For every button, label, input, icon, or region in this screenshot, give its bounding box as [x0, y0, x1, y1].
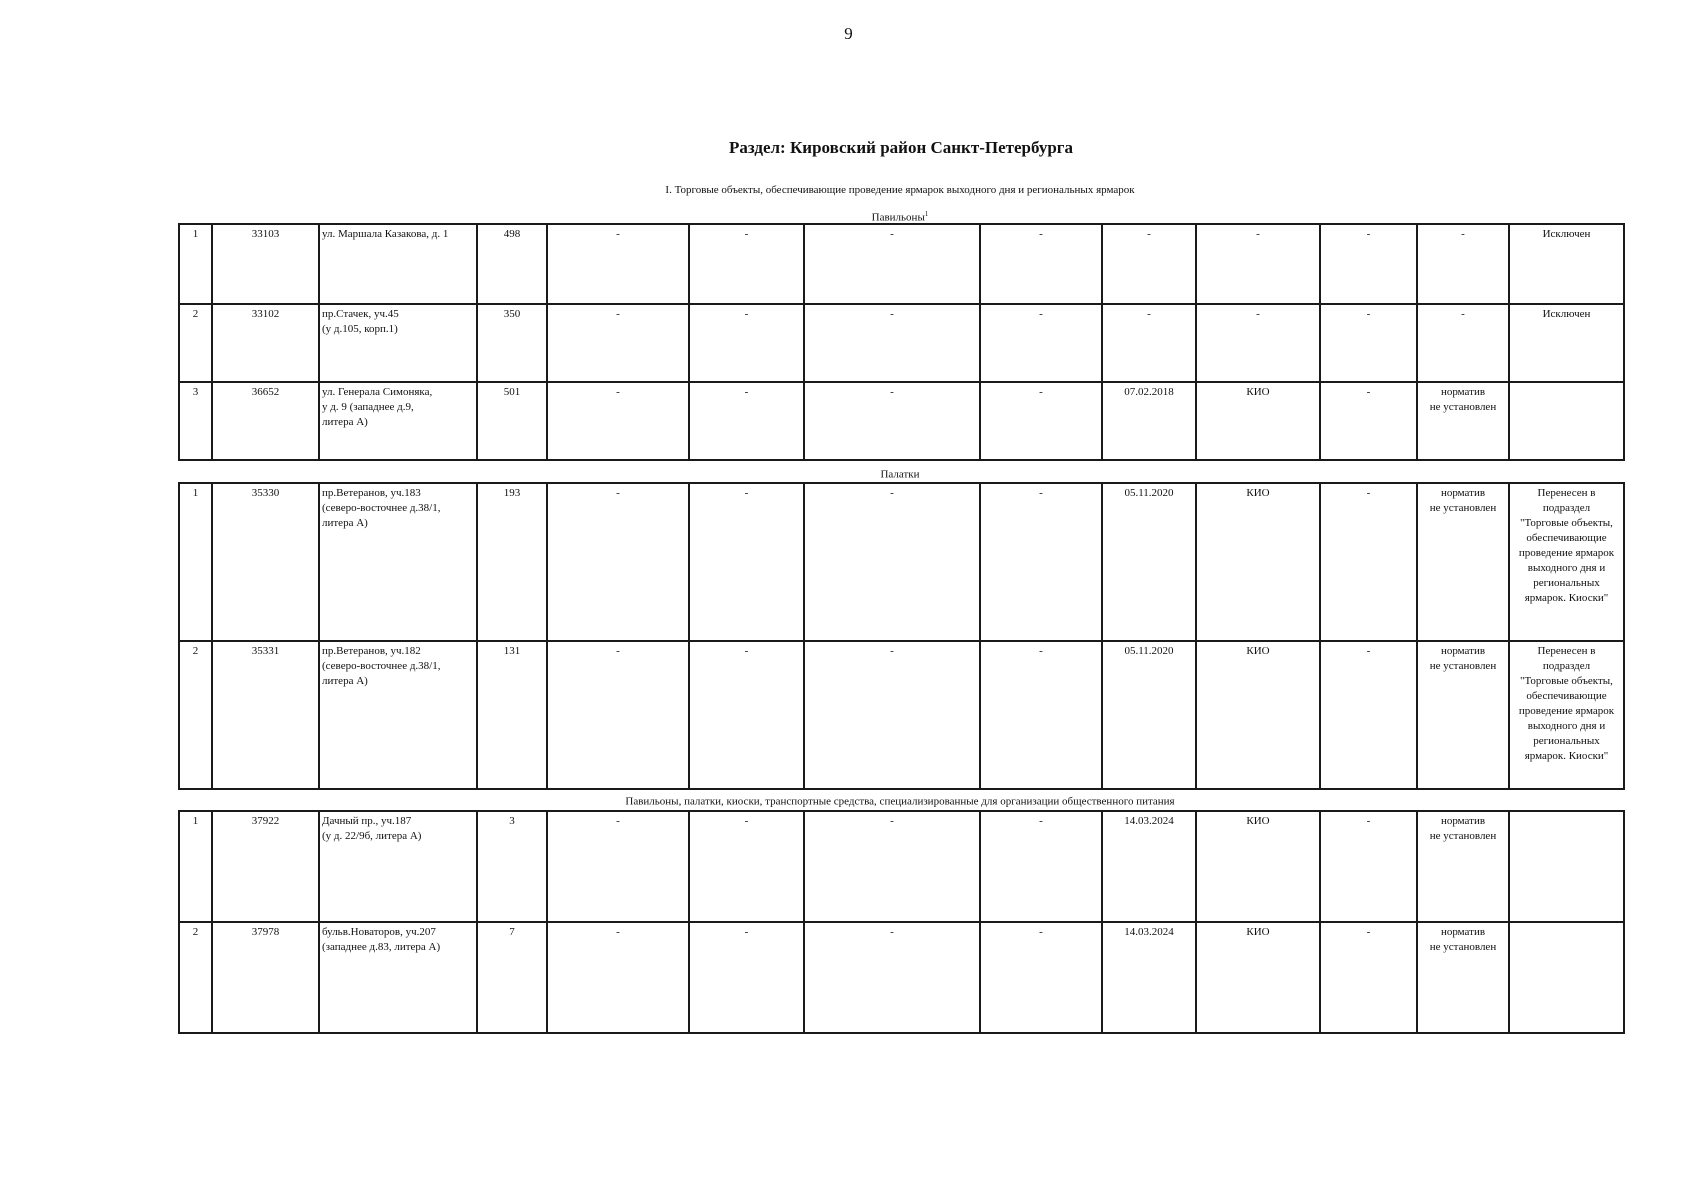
table-row	[179, 811, 1624, 922]
cell-address: пр.Ветеранов, уч.183 (северо-восточнее д.38/1, литера А)	[319, 483, 477, 641]
table-row	[179, 641, 1624, 789]
cell-object-id: 35330	[212, 483, 319, 641]
cell-col8: -	[980, 382, 1102, 460]
cell-date: -	[1102, 304, 1196, 382]
cell-col8: -	[980, 224, 1102, 304]
cell-col7: -	[804, 641, 980, 789]
cell-col6: -	[689, 382, 804, 460]
cell-number: 2	[179, 641, 212, 789]
cell-norm: норматив не установлен	[1417, 641, 1509, 789]
cell-col8: -	[980, 811, 1102, 922]
cell-col8: -	[980, 304, 1102, 382]
cell-norm: норматив не установлен	[1417, 483, 1509, 641]
group-caption-catering: Павильоны, палатки, киоски, транспортные средства, специализированные для организации общественного питания	[625, 795, 1175, 808]
cell-col11: -	[1320, 224, 1417, 304]
cell-col5: -	[547, 382, 689, 460]
cell-date: 14.03.2024	[1102, 811, 1196, 922]
cell-authority: КИО	[1196, 641, 1320, 789]
cell-area: 193	[477, 483, 547, 641]
cell-number: 3	[179, 382, 212, 460]
cell-object-id: 37978	[212, 922, 319, 1033]
group-caption-pavilions: Павильоны$^1$	[871, 210, 929, 224]
cell-date: 14.03.2024	[1102, 922, 1196, 1033]
cell-authority: КИО	[1196, 483, 1320, 641]
cell-object-id: 33103	[212, 224, 319, 304]
table-row	[179, 922, 1624, 1033]
cell-col6: -	[689, 304, 804, 382]
cell-col6: -	[689, 811, 804, 922]
cell-number: 1	[179, 811, 212, 922]
cell-area: 131	[477, 641, 547, 789]
table-row	[179, 304, 1624, 382]
cell-col11: -	[1320, 304, 1417, 382]
cell-area: 3	[477, 811, 547, 922]
cell-area: 7	[477, 922, 547, 1033]
cell-col5: -	[547, 224, 689, 304]
cell-col6: -	[689, 483, 804, 641]
cell-col7: -	[804, 483, 980, 641]
cell-col11: -	[1320, 811, 1417, 922]
cell-authority: КИО	[1196, 922, 1320, 1033]
cell-area: 501	[477, 382, 547, 460]
cell-col11: -	[1320, 641, 1417, 789]
cell-col6: -	[689, 922, 804, 1033]
cell-object-id: 33102	[212, 304, 319, 382]
table-row	[179, 224, 1624, 304]
cell-col7: -	[804, 224, 980, 304]
cell-norm: норматив не установлен	[1417, 811, 1509, 922]
cell-col11: -	[1320, 483, 1417, 641]
cell-col8: -	[980, 641, 1102, 789]
cell-date: 07.02.2018	[1102, 382, 1196, 460]
cell-col5: -	[547, 641, 689, 789]
cell-object-id: 35331	[212, 641, 319, 789]
cell-col7: -	[804, 811, 980, 922]
section-subtitle: I. Торговые объекты, обеспечивающие проведение ярмарок выходного дня и региональных ярмарок	[665, 184, 1135, 196]
cell-note	[1509, 382, 1624, 460]
cell-col5: -	[547, 304, 689, 382]
cell-date: -	[1102, 224, 1196, 304]
cell-address: пр.Ветеранов, уч.182 (северо-восточнее д.38/1, литера А)	[319, 641, 477, 789]
cell-number: 1	[179, 224, 212, 304]
table-row	[179, 483, 1624, 641]
cell-date: 05.11.2020	[1102, 641, 1196, 789]
cell-authority: КИО	[1196, 382, 1320, 460]
cell-address: пр.Стачек, уч.45 (у д.105, корп.1)	[319, 304, 477, 382]
cell-col6: -	[689, 224, 804, 304]
cell-note: Исключен	[1509, 304, 1624, 382]
cell-col5: -	[547, 922, 689, 1033]
catering-table	[178, 810, 1625, 1034]
cell-date: 05.11.2020	[1102, 483, 1196, 641]
cell-note: Исключен	[1509, 224, 1624, 304]
group-caption-tents: Палатки	[880, 468, 920, 481]
pavilions-table	[178, 223, 1625, 461]
cell-note	[1509, 811, 1624, 922]
cell-col8: -	[980, 922, 1102, 1033]
cell-col7: -	[804, 922, 980, 1033]
cell-authority: -	[1196, 304, 1320, 382]
cell-norm: -	[1417, 224, 1509, 304]
cell-col11: -	[1320, 922, 1417, 1033]
cell-number: 2	[179, 304, 212, 382]
section-title: Раздел: Кировский район Санкт-Петербурга	[728, 138, 1074, 157]
cell-col6: -	[689, 641, 804, 789]
cell-object-id: 37922	[212, 811, 319, 922]
cell-note: Перенесен в подраздел "Торговые объекты, обеспечивающие проведение ярмарок выходного дня и региональных ярмарок. Киоски"	[1509, 483, 1624, 641]
cell-address: Дачный пр., уч.187 (у д. 22/9б, литера А)	[319, 811, 477, 922]
tents-table	[178, 482, 1625, 790]
cell-authority: -	[1196, 224, 1320, 304]
cell-address: ул. Маршала Казакова, д. 1	[319, 224, 477, 304]
cell-note	[1509, 922, 1624, 1033]
page-number: 9	[844, 24, 853, 43]
cell-number: 2	[179, 922, 212, 1033]
cell-col5: -	[547, 811, 689, 922]
cell-note: Перенесен в подраздел "Торговые объекты, обеспечивающие проведение ярмарок выходного дня и региональных ярмарок. Киоски"	[1509, 641, 1624, 789]
table-row	[179, 382, 1624, 460]
cell-col5: -	[547, 483, 689, 641]
cell-col11: -	[1320, 382, 1417, 460]
cell-area: 498	[477, 224, 547, 304]
cell-col7: -	[804, 304, 980, 382]
cell-area: 350	[477, 304, 547, 382]
cell-authority: КИО	[1196, 811, 1320, 922]
cell-address: ул. Генерала Симоняка, у д. 9 (западнее д.9, литера А)	[319, 382, 477, 460]
cell-col7: -	[804, 382, 980, 460]
cell-col8: -	[980, 483, 1102, 641]
cell-object-id: 36652	[212, 382, 319, 460]
cell-norm: норматив не установлен	[1417, 382, 1509, 460]
cell-number: 1	[179, 483, 212, 641]
cell-address: бульв.Новаторов, уч.207 (западнее д.83, литера А)	[319, 922, 477, 1033]
cell-norm: -	[1417, 304, 1509, 382]
cell-norm: норматив не установлен	[1417, 922, 1509, 1033]
